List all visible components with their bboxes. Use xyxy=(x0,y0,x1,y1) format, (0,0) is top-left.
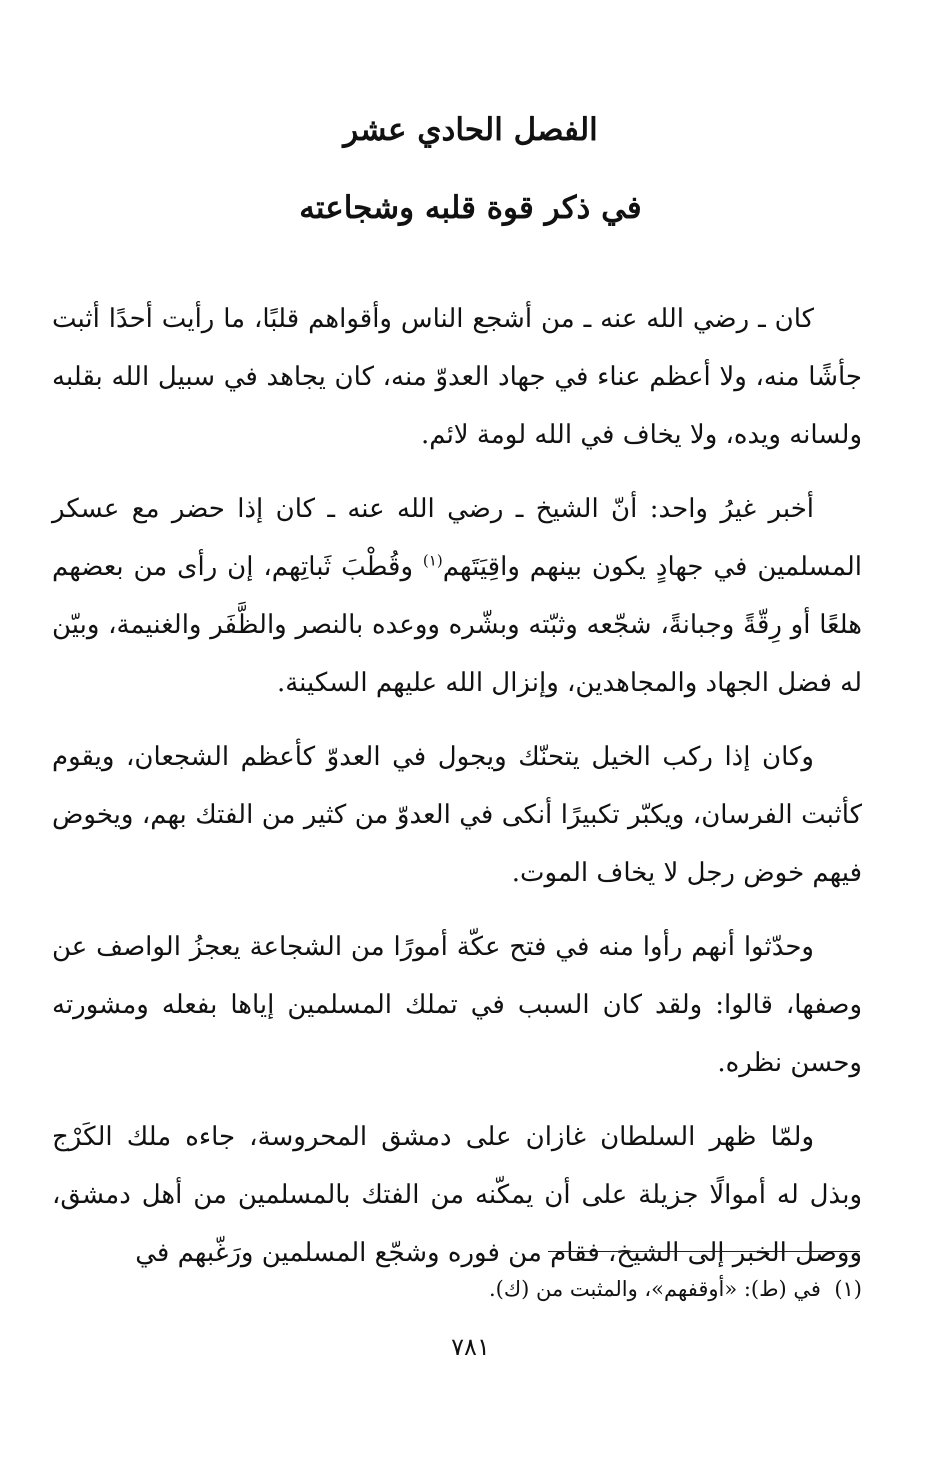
chapter-title: الفصل الحادي عشر xyxy=(343,112,598,148)
chapter-subtitle: في ذكر قوة قلبه وشجاعته xyxy=(299,190,642,226)
paragraph-2-text-before-note: أخبر غيرُ واحد: أنّ الشيخ ـ رضي الله عنه ـ كان إذا حضر مع عسكر المسلمين في جهادٍ يكون بينهم واقِيَتَهم xyxy=(52,494,862,582)
footnote-text: في (ط): «أوقفهم»، والمثبت من (ك). xyxy=(488,1277,821,1301)
paragraph-1: كان ـ رضي الله عنه ـ من أشجع الناس وأقواهم قلبًا، ما رأيت أحدًا أثبت جأشًا منه، ولا أعظم عناء في جهاد العدوّ منه، كان يجاهد في سبيل الله بقلبه ولسانه ويده، ولا يخاف في الله لومة لائم. xyxy=(52,304,862,450)
body-text xyxy=(52,290,862,1298)
paragraph-2-text-after-note: وقُطْبَ ثَباتِهم، إن رأى من بعضهم هلعًا أو رِقّةً وجبانةً، شجّعه وثبّته وبشّره ووعده بالنصر والظَّفَر والغنيمة، وبيّن له فضل الجهاد والمجاهدين، وإنزال الله عليهم السكينة. xyxy=(52,552,862,698)
footnote-marker: (١) xyxy=(834,1277,862,1301)
paragraph-3: وكان إذا ركب الخيل يتحنّك ويجول في العدوّ كأعظم الشجعان، ويقوم كأثبت الفرسان، ويكبّر تكبيرًا أنكى في العدوّ من كثير من الفتك بهم، ويخوض فيهم خوض رجل لا يخاف الموت. xyxy=(52,742,862,888)
footnote-reference: (١) xyxy=(422,551,443,570)
paragraph-4: وحدّثوا أنهم رأوا منه في فتح عكّة أمورًا من الشجاعة يعجزُ الواصف عن وصفها، قالوا: ولقد كان السبب في تملك المسلمين إياها بفعله ومشورته وحسن نظره. xyxy=(52,932,862,1078)
paragraph-5: ولمّا ظهر السلطان غازان على دمشق المحروسة، جاءه ملك الكَرْج وبذل له أموالًا جزيلة على أن يمكّنه من الفتك بالمسلمين من أهل دمشق، ووصل الخبر إلى الشيخ، فقام من فوره وشجّع المسلمين ورَغّبهم في xyxy=(52,1122,862,1268)
page-number: ٧٨١ xyxy=(451,1333,490,1361)
footnote-divider xyxy=(548,1251,860,1252)
footnote xyxy=(52,1274,862,1304)
paragraph-2 xyxy=(52,480,862,712)
